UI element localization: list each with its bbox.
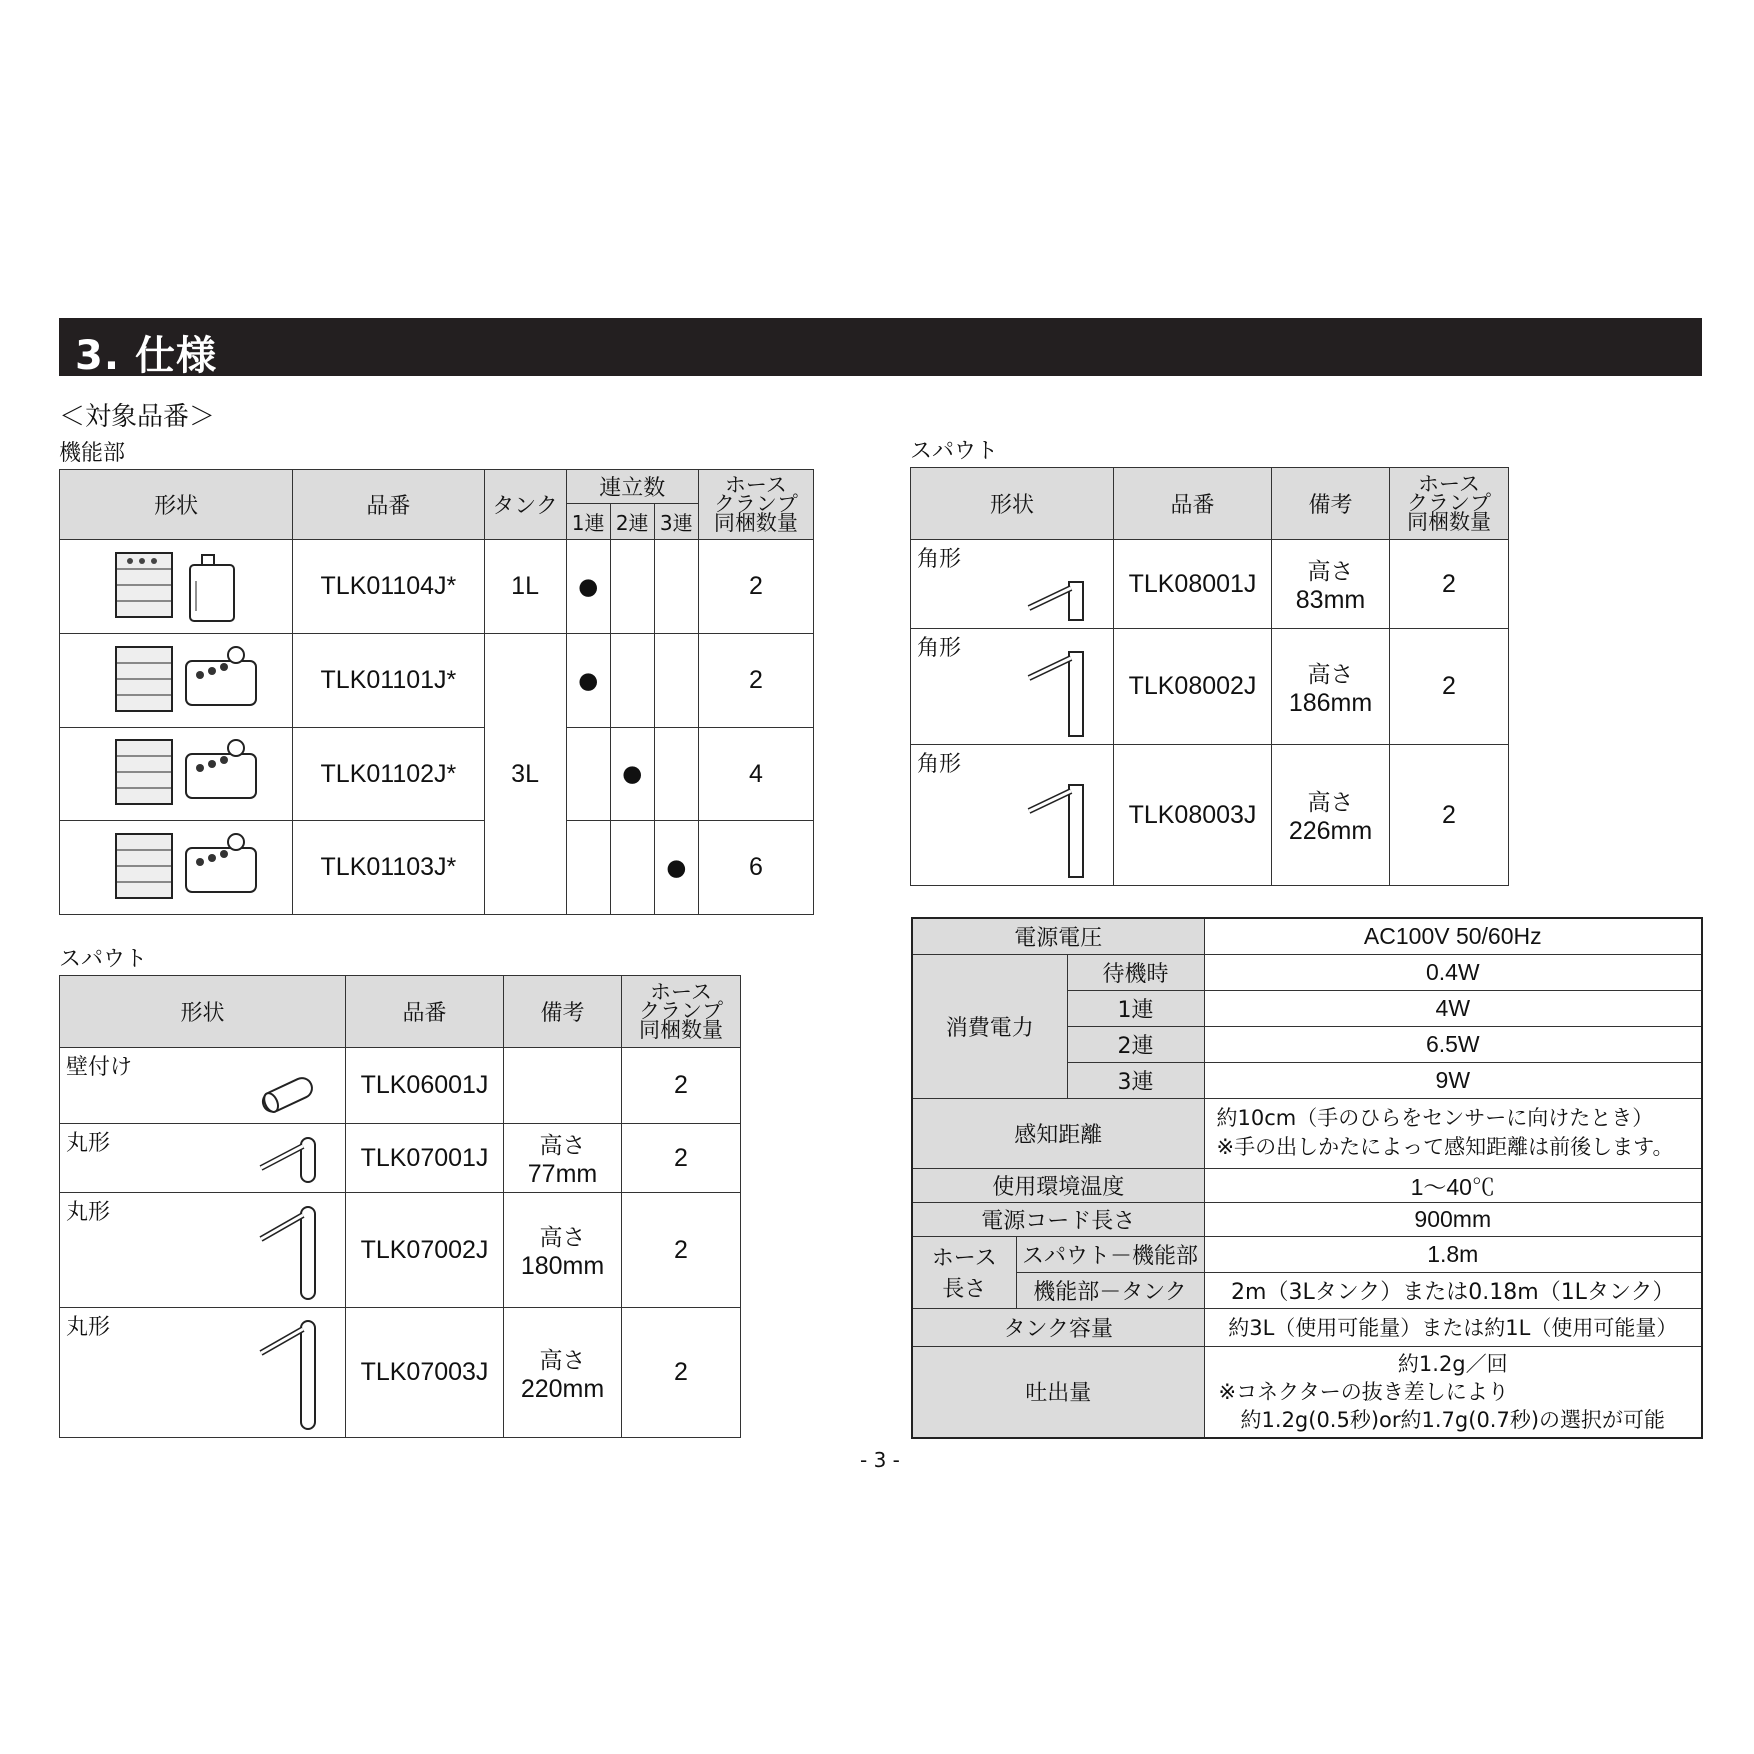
table-row — [912, 1098, 1702, 1168]
table-row — [912, 1236, 1702, 1272]
spec-label: 感知距離 — [912, 1098, 1204, 1168]
spec-sublabel: 待機時 — [1067, 954, 1204, 990]
spout-h-note: 備考 — [1272, 468, 1390, 540]
spec-value: 約3L（使用可能量）または約1L（使用可能量） — [1204, 1308, 1702, 1346]
func-hose: 2 — [698, 540, 813, 634]
table-row — [912, 1346, 1702, 1438]
spec-label: 電源電圧 — [912, 918, 1204, 954]
page-number: - 3 - — [860, 1448, 900, 1472]
spout-left-table — [59, 975, 741, 1438]
spec-value: 9W — [1204, 1062, 1702, 1098]
target-heading: ＜対象品番＞ — [59, 402, 216, 432]
spout-shape-label: 角形 — [917, 547, 962, 572]
table-row — [60, 1048, 741, 1124]
table-row — [912, 1168, 1702, 1202]
func-r3 — [654, 540, 698, 634]
spout-note: 高さ 83mm — [1272, 540, 1390, 629]
spec-value: 900mm — [1204, 1202, 1702, 1236]
square-spout-image — [1025, 646, 1095, 740]
func-h-model: 品番 — [293, 470, 484, 540]
square-spout-image — [1025, 781, 1095, 881]
spout-hose: 2 — [622, 1048, 741, 1124]
section-title-bar — [59, 318, 1702, 379]
spec-sublabel: 3連 — [1067, 1062, 1204, 1098]
spec-sublabel: スパウト－機能部 — [1016, 1236, 1204, 1272]
spec-value: 1.8m — [1204, 1236, 1702, 1272]
spout-shape-cell — [60, 1048, 346, 1124]
func-r3 — [654, 634, 698, 728]
spout-h-model: 品番 — [346, 976, 504, 1048]
spout-note: 高さ 186mm — [1272, 629, 1390, 745]
spout-note: 高さ 226mm — [1272, 745, 1390, 886]
func-unit-tank-3l-image — [60, 728, 293, 821]
spec-label: 消費電力 — [912, 954, 1067, 1098]
round-spout-image — [257, 1128, 327, 1188]
func-tank: 3L — [484, 634, 566, 915]
spec-value: 約1.2g／回 ※コネクターの抜き差しにより 約1.2g(0.5秒)or約1.7g(0.7秒)の選択が可能 — [1204, 1346, 1702, 1438]
spout-model: TLK08002J — [1114, 629, 1272, 745]
spout-right-table — [910, 467, 1509, 886]
table-row — [912, 1308, 1702, 1346]
spec-value: 約10cm（手のひらをセンサーに向けたとき） ※手の出しかたによって感知距離は前後します。 — [1204, 1098, 1702, 1168]
spec-value: 2m（3Lタンク）または0.18m（1Lタンク） — [1204, 1272, 1702, 1308]
func-r1: ● — [566, 540, 610, 634]
func-h-r1: 1連 — [566, 504, 610, 540]
spout-shape-label: 壁付け — [66, 1055, 133, 1080]
spout-shape-cell — [60, 1124, 346, 1193]
spout-h-hose: ホース クランプ 同梱数量 — [622, 976, 741, 1048]
func-model: TLK01102J* — [293, 728, 484, 821]
spec-sublabel: 1連 — [1067, 990, 1204, 1026]
func-unit-tank-3l-image — [60, 821, 293, 915]
spec-label: 使用環境温度 — [912, 1168, 1204, 1202]
spout-model: TLK08003J — [1114, 745, 1272, 886]
table-row — [60, 1193, 741, 1308]
func-r2 — [610, 634, 654, 728]
func-label: 機能部 — [59, 441, 126, 466]
func-model: TLK01101J* — [293, 634, 484, 728]
table-row — [912, 954, 1702, 990]
spout-shape-label: 丸形 — [66, 1315, 111, 1340]
spout-hose: 2 — [1390, 745, 1509, 886]
func-model: TLK01104J* — [293, 540, 484, 634]
table-row — [912, 918, 1702, 954]
spout-shape-label: 丸形 — [66, 1200, 111, 1225]
spec-value: 0.4W — [1204, 954, 1702, 990]
func-r1 — [566, 728, 610, 821]
spout-shape-cell — [911, 629, 1114, 745]
spout-model: TLK07003J — [346, 1308, 504, 1438]
func-r3: ● — [654, 821, 698, 915]
spout-model: TLK08001J — [1114, 540, 1272, 629]
section-title: 3. 仕様 — [75, 333, 217, 379]
spec-table — [911, 917, 1703, 1439]
func-hose: 6 — [698, 821, 813, 915]
spout-shape-label: 角形 — [917, 636, 962, 661]
spout-model: TLK07002J — [346, 1193, 504, 1308]
func-tank: 1L — [484, 540, 566, 634]
func-h-r3: 3連 — [654, 504, 698, 540]
table-row — [60, 1124, 741, 1193]
spout-shape-cell — [60, 1193, 346, 1308]
func-r2: ● — [610, 728, 654, 821]
func-unit-tank-3l-image — [60, 634, 293, 728]
table-row — [912, 1202, 1702, 1236]
spout-right-label: スパウト — [910, 439, 999, 464]
func-r1: ● — [566, 634, 610, 728]
func-unit-tank-1l-image — [60, 540, 293, 634]
func-h-shape: 形状 — [60, 470, 293, 540]
func-hose: 4 — [698, 728, 813, 821]
func-h-tank: タンク — [484, 470, 566, 540]
spec-label: 電源コード長さ — [912, 1202, 1204, 1236]
spout-note — [504, 1048, 622, 1124]
spout-h-note: 備考 — [504, 976, 622, 1048]
func-h-hose: ホース クランプ 同梱数量 — [698, 470, 813, 540]
spout-hose: 2 — [622, 1308, 741, 1438]
table-row — [60, 1308, 741, 1438]
spout-hose: 2 — [622, 1124, 741, 1193]
spout-left-label: スパウト — [59, 947, 148, 972]
spout-hose: 2 — [622, 1193, 741, 1308]
table-row — [60, 821, 814, 915]
spec-value: 4W — [1204, 990, 1702, 1026]
spec-sublabel: 機能部－タンク — [1016, 1272, 1204, 1308]
square-spout-image — [1025, 574, 1095, 624]
spout-hose: 2 — [1390, 629, 1509, 745]
spec-sublabel: 2連 — [1067, 1026, 1204, 1062]
table-row — [911, 629, 1509, 745]
table-row — [911, 745, 1509, 886]
func-h-renritsu: 連立数 — [566, 470, 698, 504]
round-spout-image — [257, 1315, 327, 1433]
func-r1 — [566, 821, 610, 915]
spout-note: 高さ 180mm — [504, 1193, 622, 1308]
func-h-r2: 2連 — [610, 504, 654, 540]
spout-note: 高さ 220mm — [504, 1308, 622, 1438]
table-row — [912, 1272, 1702, 1308]
spec-label: ホース 長さ — [912, 1236, 1016, 1308]
spec-value: AC100V 50/60Hz — [1204, 918, 1702, 954]
func-r2 — [610, 821, 654, 915]
table-row — [60, 540, 814, 634]
spout-model: TLK06001J — [346, 1048, 504, 1124]
spout-h-hose: ホース クランプ 同梱数量 — [1390, 468, 1509, 540]
wall-spout-image — [247, 1069, 327, 1119]
spout-h-shape: 形状 — [911, 468, 1114, 540]
spout-shape-label: 丸形 — [66, 1131, 111, 1156]
table-row — [911, 540, 1509, 629]
spec-value: 6.5W — [1204, 1026, 1702, 1062]
spec-label: 吐出量 — [912, 1346, 1204, 1438]
spout-shape-cell — [911, 745, 1114, 886]
spout-model: TLK07001J — [346, 1124, 504, 1193]
round-spout-image — [257, 1199, 327, 1303]
func-hose: 2 — [698, 634, 813, 728]
func-table — [59, 469, 814, 915]
spec-label: タンク容量 — [912, 1308, 1204, 1346]
spout-shape-cell — [911, 540, 1114, 629]
spout-shape-cell — [60, 1308, 346, 1438]
func-r2 — [610, 540, 654, 634]
spout-h-shape: 形状 — [60, 976, 346, 1048]
func-r3 — [654, 728, 698, 821]
table-row — [60, 634, 814, 728]
table-row — [60, 728, 814, 821]
spout-shape-label: 角形 — [917, 752, 962, 777]
spout-hose: 2 — [1390, 540, 1509, 629]
spec-value: 1～40℃ — [1204, 1168, 1702, 1202]
spout-h-model: 品番 — [1114, 468, 1272, 540]
spout-note: 高さ 77mm — [504, 1124, 622, 1193]
func-model: TLK01103J* — [293, 821, 484, 915]
